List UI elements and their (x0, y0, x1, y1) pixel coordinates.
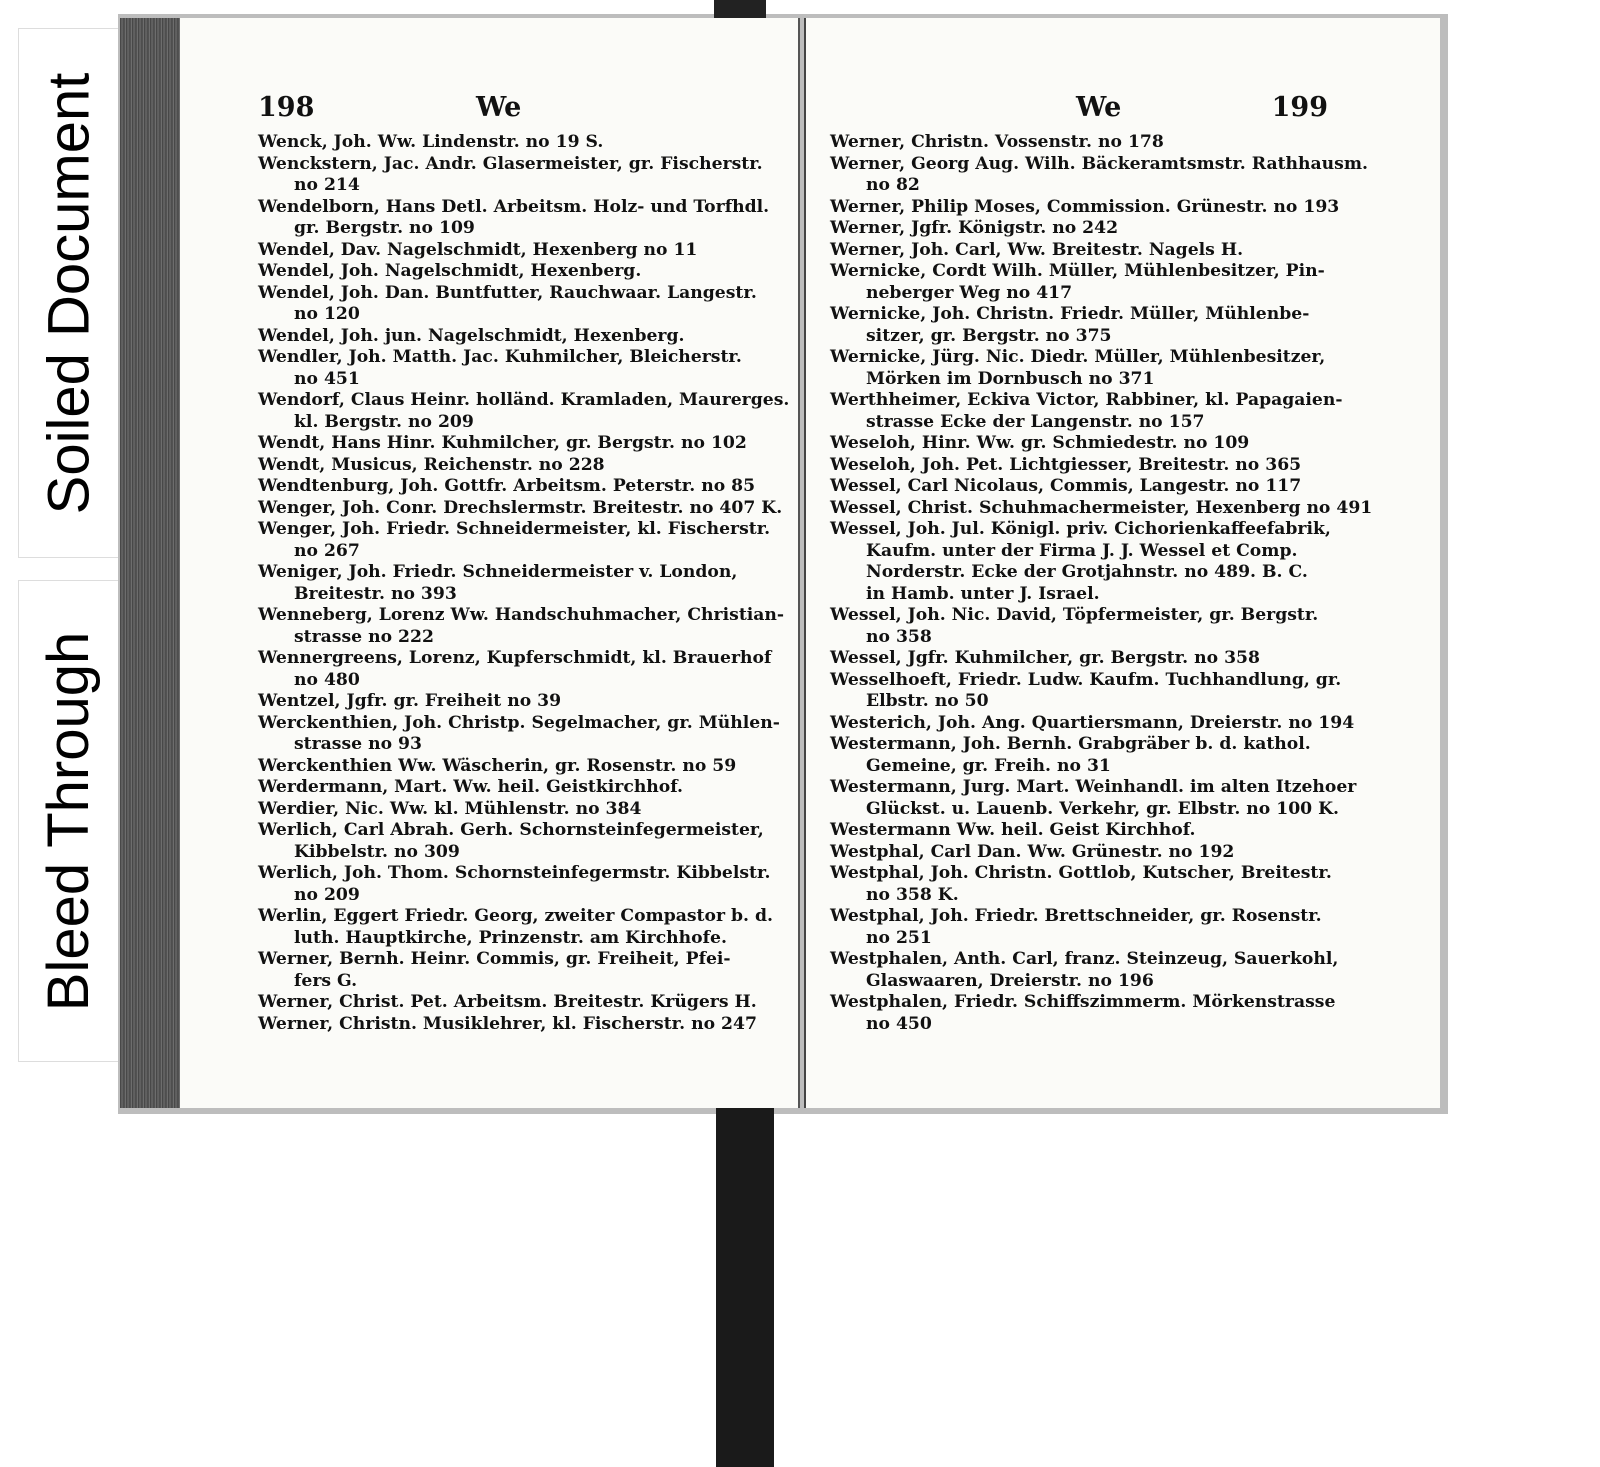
entry-continuation-line: no 267 (294, 540, 360, 561)
right-page (804, 18, 1440, 1108)
entry-line: Westphal, Joh. Friedr. Brettschneider, gr. Rosenstr. (830, 906, 1322, 926)
entry-continuation-line: Gemeine, gr. Freih. no 31 (866, 755, 1111, 776)
entry-line: Wenckstern, Jac. Andr. Glasermeister, gr. Fischerstr. (258, 153, 763, 174)
entry-line: Wessel, Jgfr. Kuhmilcher, gr. Bergstr. no 358 (830, 648, 1260, 668)
directory-entry (258, 648, 778, 691)
directory-entry (258, 820, 778, 863)
entry-line: Wendel, Joh. jun. Nagelschmidt, Hexenberg. (258, 325, 685, 346)
entry-line: Westerich, Joh. Ang. Quartiersmann, Dreierstr. no 194 (830, 712, 1355, 733)
entry-line: Werner, Philip Moses, Commission. Grünestr. no 193 (830, 196, 1340, 217)
directory-entry (258, 326, 778, 348)
directory-entry (830, 670, 1350, 713)
entry-continuation-line: no 120 (294, 304, 360, 324)
directory-entry (258, 1014, 778, 1036)
directory-entry (258, 906, 778, 949)
entry-line: Wendt, Hans Hinr. Kuhmilcher, gr. Bergstr. no 102 (258, 433, 747, 453)
entry-line: Werlich, Carl Abrah. Gerh. Schornsteinfegermeister, (258, 820, 764, 840)
directory-entry (258, 756, 778, 778)
directory-entry (258, 519, 778, 562)
entry-line: Werner, Christ. Pet. Arbeitsm. Breitestr. Krügers H. (258, 992, 757, 1012)
entry-line: Werner, Bernh. Heinr. Commis, gr. Freiheit, Pfei- (258, 949, 731, 969)
entry-continuation-line: no 451 (294, 368, 360, 389)
entry-line: Wendel, Joh. Nagelschmidt, Hexenberg. (258, 261, 642, 281)
entry-continuation-line: Kaufm. unter der Firma J. J. Wessel et Comp. (866, 540, 1298, 561)
entry-continuation-line: no 450 (866, 1013, 932, 1034)
left-page (180, 18, 800, 1108)
directory-entry (258, 390, 790, 433)
entry-continuation-line: strasse no 222 (294, 626, 434, 647)
entry-line: Weseloh, Joh. Pet. Lichtgiesser, Breitestr. no 365 (830, 454, 1302, 475)
entry-continuation-line: no 480 (294, 669, 360, 690)
directory-entry (258, 455, 778, 477)
directory-entry (830, 777, 1357, 820)
directory-entry (830, 433, 1350, 455)
entry-continuation-line: neberger Weg no 417 (866, 282, 1073, 303)
entry-continuation-line: in Hamb. unter J. Israel. (866, 583, 1100, 604)
entry-line: Werlich, Joh. Thom. Schornsteinfegermstr. Kibbelstr. (258, 863, 771, 883)
entry-line: Westermann, Joh. Bernh. Grabgräber b. d. kathol. (830, 734, 1311, 754)
entry-continuation-line: kl. Bergstr. no 209 (294, 411, 474, 432)
directory-entry (258, 949, 778, 992)
directory-entry (258, 799, 778, 821)
entry-continuation-line: Kibbelstr. no 309 (294, 841, 460, 862)
entry-line: Wendt, Musicus, Reichenstr. no 228 (258, 454, 605, 475)
bleed-through-label (18, 580, 120, 1062)
bleed-through-text: Bleed Through (36, 631, 102, 1011)
entry-line: Wernicke, Cordt Wilh. Müller, Mühlenbesitzer, Pin- (830, 261, 1325, 281)
entry-line: Wenck, Joh. Ww. Lindenstr. no 19 S. (258, 132, 604, 152)
entry-continuation-line: sitzer, gr. Bergstr. no 375 (866, 325, 1112, 346)
directory-entry (258, 240, 778, 262)
entry-line: Wernicke, Jürg. Nic. Diedr. Müller, Mühlenbesitzer, (830, 347, 1326, 367)
entry-line: Werner, Christn. Musiklehrer, kl. Fischerstr. no 247 (258, 1013, 757, 1034)
soiled-document-label (18, 28, 120, 558)
entry-continuation-line: gr. Bergstr. no 109 (294, 218, 475, 238)
entry-line: Westphal, Carl Dan. Ww. Grünestr. no 192 (830, 841, 1235, 862)
entry-continuation-line: no 358 K. (866, 884, 959, 905)
left-page-running-head: We (476, 92, 522, 123)
directory-entry (830, 519, 1350, 605)
entry-line: Westphal, Joh. Christn. Gottlob, Kutscher, Breitestr. (830, 863, 1332, 883)
directory-entry (830, 218, 1350, 240)
entry-line: Wendtenburg, Joh. Gottfr. Arbeitsm. Peterstr. no 85 (258, 476, 756, 496)
entry-continuation-line: Glaswaaren, Dreierstr. no 196 (866, 970, 1154, 991)
entry-continuation-line: no 251 (866, 927, 932, 948)
entry-line: Wenger, Joh. Friedr. Schneidermeister, kl. Fischerstr. (258, 519, 771, 539)
entry-line: Wessel, Joh. Jul. Königl. priv. Cichorienkaffeefabrik, (830, 519, 1331, 539)
entry-line: Werner, Jgfr. Königstr. no 242 (830, 218, 1119, 238)
directory-entry (830, 240, 1350, 262)
directory-entry (830, 648, 1350, 670)
directory-entry (258, 777, 778, 799)
right-page-number: 199 (1271, 92, 1328, 123)
directory-entry (830, 734, 1350, 777)
entry-line: Wendel, Joh. Dan. Buntfutter, Rauchwaar. Langestr. (258, 282, 757, 303)
directory-entry (258, 605, 785, 648)
directory-entry (830, 347, 1350, 390)
directory-entry (830, 863, 1350, 906)
directory-entry (258, 197, 778, 240)
entry-line: Werner, Christn. Vossenstr. no 178 (830, 132, 1164, 152)
directory-entry (830, 197, 1350, 219)
entry-line: Werckenthien, Joh. Christp. Segelmacher, gr. Mühlen- (258, 712, 780, 733)
entry-line: Westphalen, Friedr. Schiffszimmerm. Mörkenstrasse (830, 992, 1336, 1012)
entry-line: Wesselhoeft, Friedr. Ludw. Kaufm. Tuchhandlung, gr. (830, 669, 1342, 690)
directory-entry (830, 992, 1350, 1035)
entry-continuation-line: no 214 (294, 175, 360, 195)
directory-entry (830, 497, 1373, 520)
entry-line: Weseloh, Hinr. Ww. gr. Schmiedestr. no 109 (830, 433, 1250, 453)
entry-continuation-line: Norderstr. Ecke der Grotjahnstr. no 489. B. C. (866, 562, 1308, 582)
directory-entry (258, 154, 778, 197)
entry-continuation-line: fers G. (294, 970, 358, 991)
entry-continuation-line: luth. Hauptkirche, Prinzenstr. am Kirchhofe. (294, 927, 727, 948)
bookmark-ribbon-bottom (716, 1108, 774, 1467)
directory-entry (830, 949, 1350, 992)
entry-continuation-line: Elbstr. no 50 (866, 691, 989, 711)
entry-line: Wenneberg, Lorenz Ww. Handschuhmacher, Christian- (258, 605, 785, 625)
directory-entry (830, 820, 1350, 842)
directory-entry (258, 691, 778, 713)
left-page-number: 198 (258, 92, 315, 123)
directory-entry (258, 713, 778, 756)
right-page-running-head: We (1076, 92, 1122, 123)
entry-line: Wessel, Joh. Nic. David, Töpfermeister, gr. Bergstr. (830, 605, 1319, 625)
directory-entry (830, 842, 1350, 864)
entry-line: Werner, Joh. Carl, Ww. Breitestr. Nagels H. (830, 239, 1244, 260)
entry-line: Wendorf, Claus Heinr. holländ. Kramladen, Maurerges. (258, 390, 790, 410)
directory-entry (258, 497, 783, 520)
right-directory-entries (830, 132, 1373, 1035)
directory-entry (830, 153, 1369, 197)
entry-line: Weniger, Joh. Friedr. Schneidermeister v. London, (258, 562, 738, 582)
entry-continuation-line: no 358 (866, 626, 932, 647)
entry-continuation-line: no 209 (294, 884, 360, 905)
entry-line: Wendel, Dav. Nagelschmidt, Hexenberg no 11 (258, 239, 698, 260)
entry-line: Wendelborn, Hans Detl. Arbeitsm. Holz- und Torfhdl. (258, 196, 770, 217)
entry-line: Wennergreens, Lorenz, Kupferschmidt, kl. Brauerhof (258, 648, 772, 668)
directory-entry (830, 132, 1350, 154)
directory-entry (258, 562, 778, 605)
entry-line: Wessel, Carl Nicolaus, Commis, Langestr. no 117 (830, 476, 1302, 496)
entry-line: Werckenthien Ww. Wäscherin, gr. Rosenstr. no 59 (258, 755, 737, 776)
entry-line: Westermann Ww. heil. Geist Kirchhof. (830, 820, 1196, 840)
book-page-edges (120, 18, 180, 1108)
entry-line: Werlin, Eggert Friedr. Georg, zweiter Compastor b. d. (258, 906, 773, 926)
entry-line: Wessel, Christ. Schuhmachermeister, Hexenberg no 491 (830, 497, 1373, 518)
entry-line: Wentzel, Jgfr. gr. Freiheit no 39 (258, 691, 562, 711)
right-page-header (806, 92, 1440, 132)
entry-continuation-line: strasse no 93 (294, 734, 422, 754)
directory-entry (830, 304, 1350, 347)
entry-line: Werdier, Nic. Ww. kl. Mühlenstr. no 384 (258, 798, 642, 819)
directory-entry (830, 476, 1350, 498)
entry-continuation-line: Glückst. u. Lauenb. Verkehr, gr. Elbstr. no 100 K. (866, 798, 1340, 819)
directory-entry (830, 390, 1350, 433)
entry-line: Werdermann, Mart. Ww. heil. Geistkirchhof. (258, 777, 684, 797)
directory-entry (830, 712, 1355, 735)
directory-entry (258, 283, 778, 326)
directory-entry (258, 347, 778, 390)
entry-continuation-line: Mörken im Dornbusch no 371 (866, 368, 1155, 389)
left-page-header (180, 92, 798, 132)
entry-line: Werthheimer, Eckiva Victor, Rabbiner, kl. Papagaien- (830, 390, 1343, 410)
directory-entry (258, 863, 778, 906)
directory-entry (830, 261, 1350, 304)
entry-continuation-line: Breitestr. no 393 (294, 583, 457, 604)
directory-entry (830, 906, 1350, 949)
entry-continuation-line: no 82 (866, 175, 920, 195)
soiled-document-text: Soiled Document (36, 72, 102, 514)
entry-line: Werner, Georg Aug. Wilh. Bäckeramtsmstr. Rathhausm. (830, 153, 1369, 174)
entry-line: Westermann, Jurg. Mart. Weinhandl. im alten Itzehoer (830, 777, 1357, 797)
directory-entry (258, 132, 778, 154)
directory-entry (258, 433, 778, 455)
directory-entry (258, 261, 778, 283)
entry-line: Wenger, Joh. Conr. Drechslermstr. Breitestr. no 407 K. (258, 497, 783, 518)
directory-entry (258, 992, 778, 1014)
entry-line: Westphalen, Anth. Carl, franz. Steinzeug, Sauerkohl, (830, 949, 1339, 969)
directory-entry (830, 455, 1350, 477)
directory-entry (830, 605, 1350, 648)
left-directory-entries (258, 132, 790, 1035)
directory-entry (258, 476, 778, 498)
entry-line: Wernicke, Joh. Christn. Friedr. Müller, Mühlenbe- (830, 304, 1310, 324)
entry-line: Wendler, Joh. Matth. Jac. Kuhmilcher, Bleicherstr. (258, 347, 742, 367)
entry-continuation-line: strasse Ecke der Langenstr. no 157 (866, 411, 1205, 432)
